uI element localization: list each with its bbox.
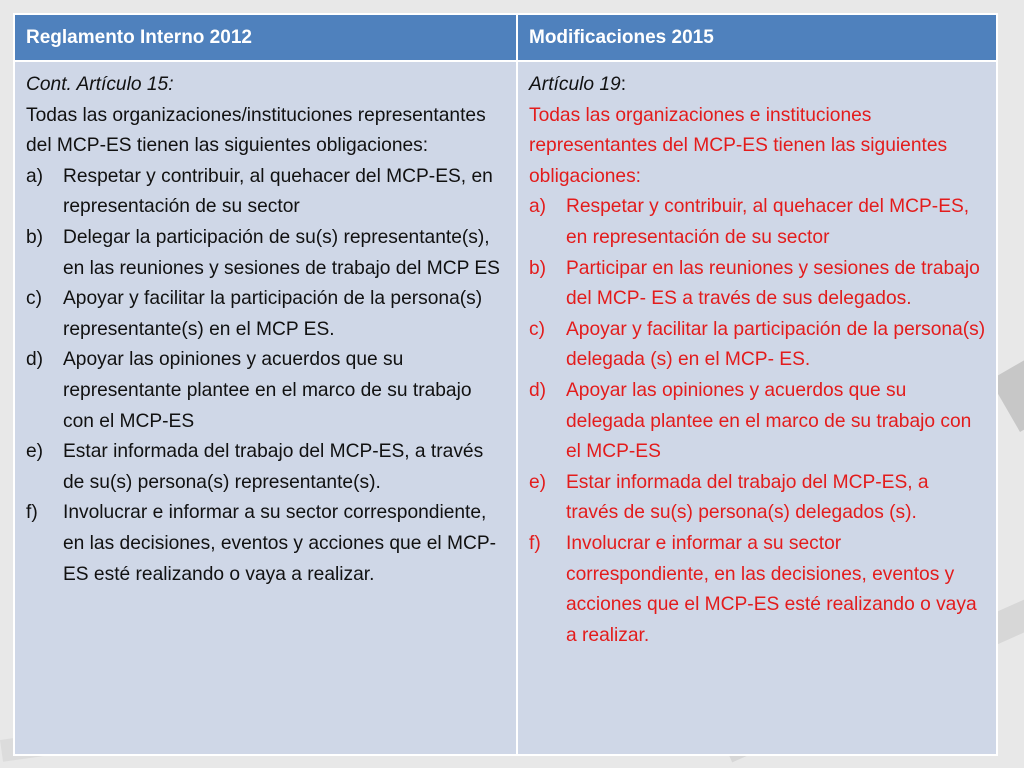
list-item-text: Apoyar y facilitar la participación de la persona(s) representante(s) en el MCP ES. xyxy=(63,288,483,340)
list-item xyxy=(26,223,506,284)
list-marker: a) xyxy=(529,196,547,218)
list-marker: c) xyxy=(26,288,42,310)
list-item xyxy=(26,437,506,498)
article-15-title: Cont. Artículo 15: xyxy=(26,74,174,95)
list-item-text: Apoyar las opiniones y acuerdos que su representante plantee en el marco de su trabajo con el MCP-ES xyxy=(63,349,472,432)
list-marker: d) xyxy=(26,349,44,371)
list-marker: c) xyxy=(529,318,545,340)
header-reglamento-2012: Reglamento Interno 2012 xyxy=(14,14,517,61)
article-19-title-text: Artículo 19 xyxy=(529,74,621,95)
list-item xyxy=(26,162,506,223)
list-item xyxy=(26,498,506,590)
article-19-title xyxy=(529,70,986,101)
list-item-text: Apoyar las opiniones y acuerdos que su delegada plantee en el marco de su trabajo con el MCP-ES xyxy=(566,379,972,463)
list-item-text: Respetar y contribuir, al quehacer del MCP-ES, en representación de su sector xyxy=(63,165,493,218)
list-item-text: Estar informada del trabajo del MCP-ES, a través de su(s) persona(s) delegados (s). xyxy=(566,471,929,524)
list-item xyxy=(26,345,506,437)
list-item-text: Participar en las reuniones y sesiones de trabajo del MCP- ES a través de sus delegados. xyxy=(566,257,980,310)
list-item xyxy=(529,468,986,529)
list-item-text: Respetar y contribuir, al quehacer del MCP-ES, en representación de su sector xyxy=(566,196,970,248)
list-item xyxy=(529,192,986,253)
article-19-title-colon: : xyxy=(620,74,627,95)
list-item-text: Estar informada del trabajo del MCP-ES, a través de su(s) persona(s) representante(s). xyxy=(63,441,484,493)
list-item-text: Involucrar e informar a su sector correspondiente, en las decisiones, eventos y acciones que el MCP-ES esté realizando o vaya a realizar. xyxy=(63,502,497,585)
list-marker: b) xyxy=(26,226,44,248)
list-item xyxy=(529,529,986,651)
list-marker: e) xyxy=(26,441,44,463)
table-header-row xyxy=(14,14,997,61)
article-19-intro: Todas las organizaciones e instituciones representantes del MCP-ES tienen las siguientes obligaciones: xyxy=(529,104,948,187)
comparison-table xyxy=(13,13,998,756)
list-marker: d) xyxy=(529,379,547,401)
header-modificaciones-2015: Modificaciones 2015 xyxy=(517,14,997,61)
article-19-obligations xyxy=(529,192,986,651)
list-marker: e) xyxy=(529,471,547,493)
list-item-text: Delegar la participación de su(s) representante(s), en las reuniones y sesiones de trabajo del MCP ES xyxy=(63,226,500,279)
list-marker: f) xyxy=(26,502,38,524)
list-item-text: Apoyar y facilitar la participación de la persona(s) delegada (s) en el MCP- ES. xyxy=(566,318,986,371)
list-item xyxy=(529,254,986,315)
list-item xyxy=(26,284,506,345)
cell-reglamento-2012 xyxy=(14,61,517,755)
cell-modificaciones-2015 xyxy=(517,61,997,755)
list-item xyxy=(529,315,986,376)
list-marker: f) xyxy=(529,532,541,554)
list-marker: b) xyxy=(529,257,547,279)
list-marker: a) xyxy=(26,165,44,187)
table-body-row xyxy=(14,61,997,755)
list-item xyxy=(529,376,986,468)
article-15-obligations xyxy=(26,162,506,590)
list-item-text: Involucrar e informar a su sector correspondiente, en las decisiones, eventos y acciones que el MCP-ES esté realizando o vaya a realizar. xyxy=(566,532,977,646)
article-15-intro: Todas las organizaciones/instituciones representantes del MCP-ES tienen las siguientes obligaciones: xyxy=(26,104,486,157)
